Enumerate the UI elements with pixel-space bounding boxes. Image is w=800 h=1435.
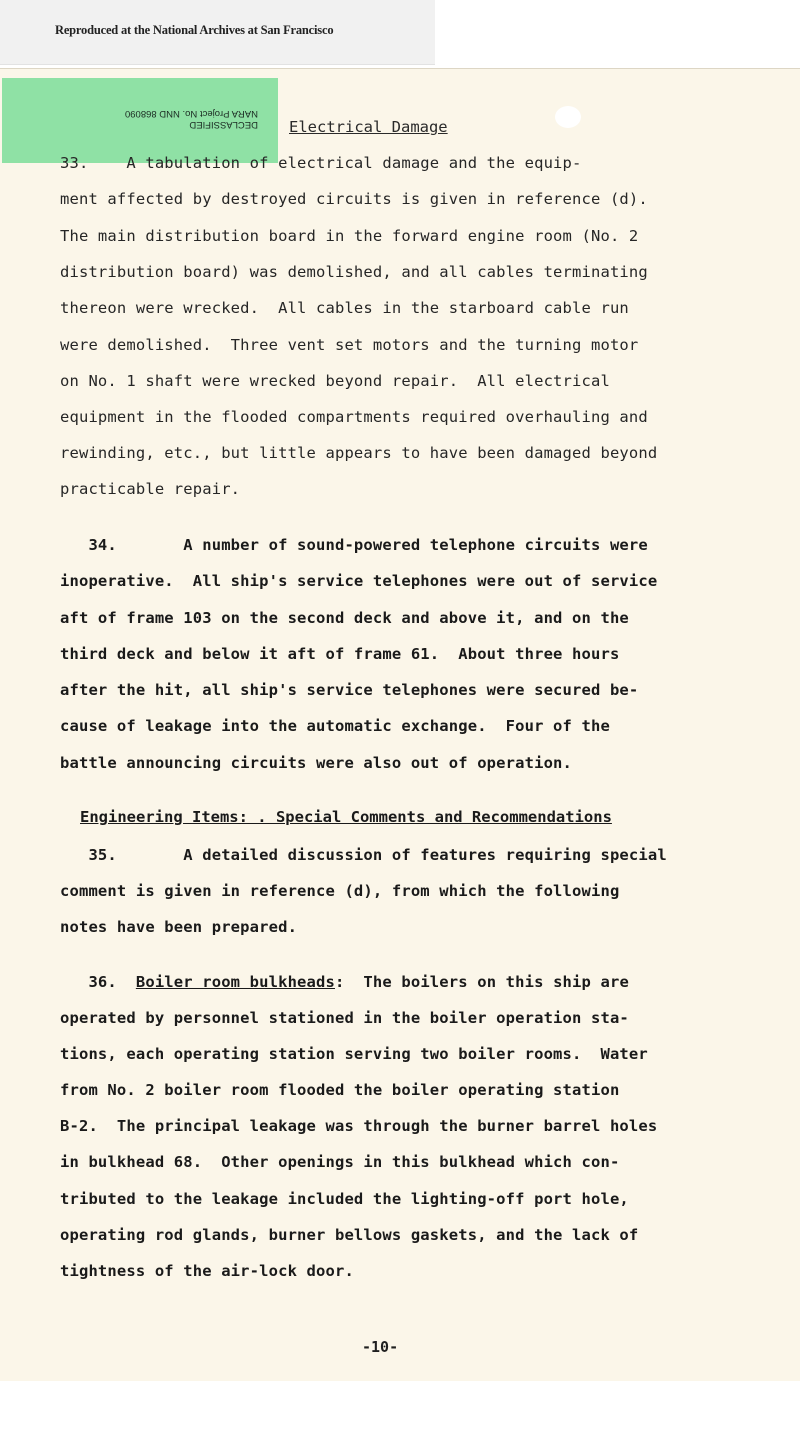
archive-header xyxy=(0,0,435,65)
para-36-line: in bulkhead 68. Other openings in this bulkhead which con- xyxy=(60,1153,620,1171)
para-33-line: were demolished. Three vent set motors and the turning motor xyxy=(60,336,639,354)
para-34-line: cause of leakage into the automatic exchange. Four of the xyxy=(60,717,610,735)
punch-hole xyxy=(555,106,581,128)
para-34-line: inoperative. All ship's service telephones were out of service xyxy=(60,572,658,590)
para-33-line: thereon were wrecked. All cables in the starboard cable run xyxy=(60,299,629,317)
section-heading-electrical-damage: Electrical Damage xyxy=(289,118,448,136)
para-34-line: 34. A number of sound-powered telephone circuits were xyxy=(60,536,648,554)
para-33-line: practicable repair. xyxy=(60,480,241,498)
para-34-line: third deck and below it aft of frame 61. About three hours xyxy=(60,645,620,663)
declassification-line-1: DECLASSIFIED xyxy=(189,119,258,130)
para-36-first-line xyxy=(60,973,629,991)
para-33-line: ment affected by destroyed circuits is given in reference (d). xyxy=(60,190,648,208)
declassification-stamp xyxy=(2,78,278,163)
para-36-subject: Boiler room bulkheads xyxy=(135,973,335,991)
para-33-line: on No. 1 shaft were wrecked beyond repair. All electrical xyxy=(60,372,610,390)
para-33-line: rewinding, etc., but little appears to have been damaged beyond xyxy=(60,444,658,462)
para-36-number: 36. xyxy=(60,973,136,991)
para-33-line: 33. A tabulation of electrical damage and the equip- xyxy=(60,154,582,172)
page-number: -10- xyxy=(362,1338,399,1356)
para-36-line: B-2. The principal leakage was through the burner barrel holes xyxy=(60,1117,658,1135)
para-36-line: tributed to the leakage included the lighting-off port hole, xyxy=(60,1190,629,1208)
para-36-line: operating rod glands, burner bellows gaskets, and the lack of xyxy=(60,1226,639,1244)
para-33-line: equipment in the flooded compartments required overhauling and xyxy=(60,408,648,426)
para-35-line: 35. A detailed discussion of features requiring special xyxy=(60,846,667,864)
para-36-line: operated by personnel stationed in the boiler operation sta- xyxy=(60,1009,629,1027)
para-33-line: distribution board) was demolished, and all cables terminating xyxy=(60,263,648,281)
para-35-line: notes have been prepared. xyxy=(60,918,298,936)
section-heading-engineering-items: Engineering Items: . Special Comments and Recommendations xyxy=(80,808,612,826)
para-36-line: tions, each operating station serving two boiler rooms. Water xyxy=(60,1045,648,1063)
declassification-line-2: NARA Project No. NND 868090 xyxy=(124,108,258,119)
para-34-line: battle announcing circuits were also out of operation. xyxy=(60,754,573,772)
bottom-margin xyxy=(0,1381,800,1435)
declassification-text xyxy=(58,108,258,130)
para-35-line: comment is given in reference (d), from which the following xyxy=(60,882,620,900)
para-36-line: tightness of the air-lock door. xyxy=(60,1262,354,1280)
para-36-line: from No. 2 boiler room flooded the boiler operating station xyxy=(60,1081,620,1099)
para-34-line: aft of frame 103 on the second deck and above it, and on the xyxy=(60,609,629,627)
para-33-line: The main distribution board in the forward engine room (No. 2 xyxy=(60,227,639,245)
para-34-line: after the hit, all ship's service telephones were secured be- xyxy=(60,681,639,699)
para-36-first-line-rest: : The boilers on this ship are xyxy=(334,973,629,991)
archive-header-text: Reproduced at the National Archives at San Francisco xyxy=(55,23,334,37)
